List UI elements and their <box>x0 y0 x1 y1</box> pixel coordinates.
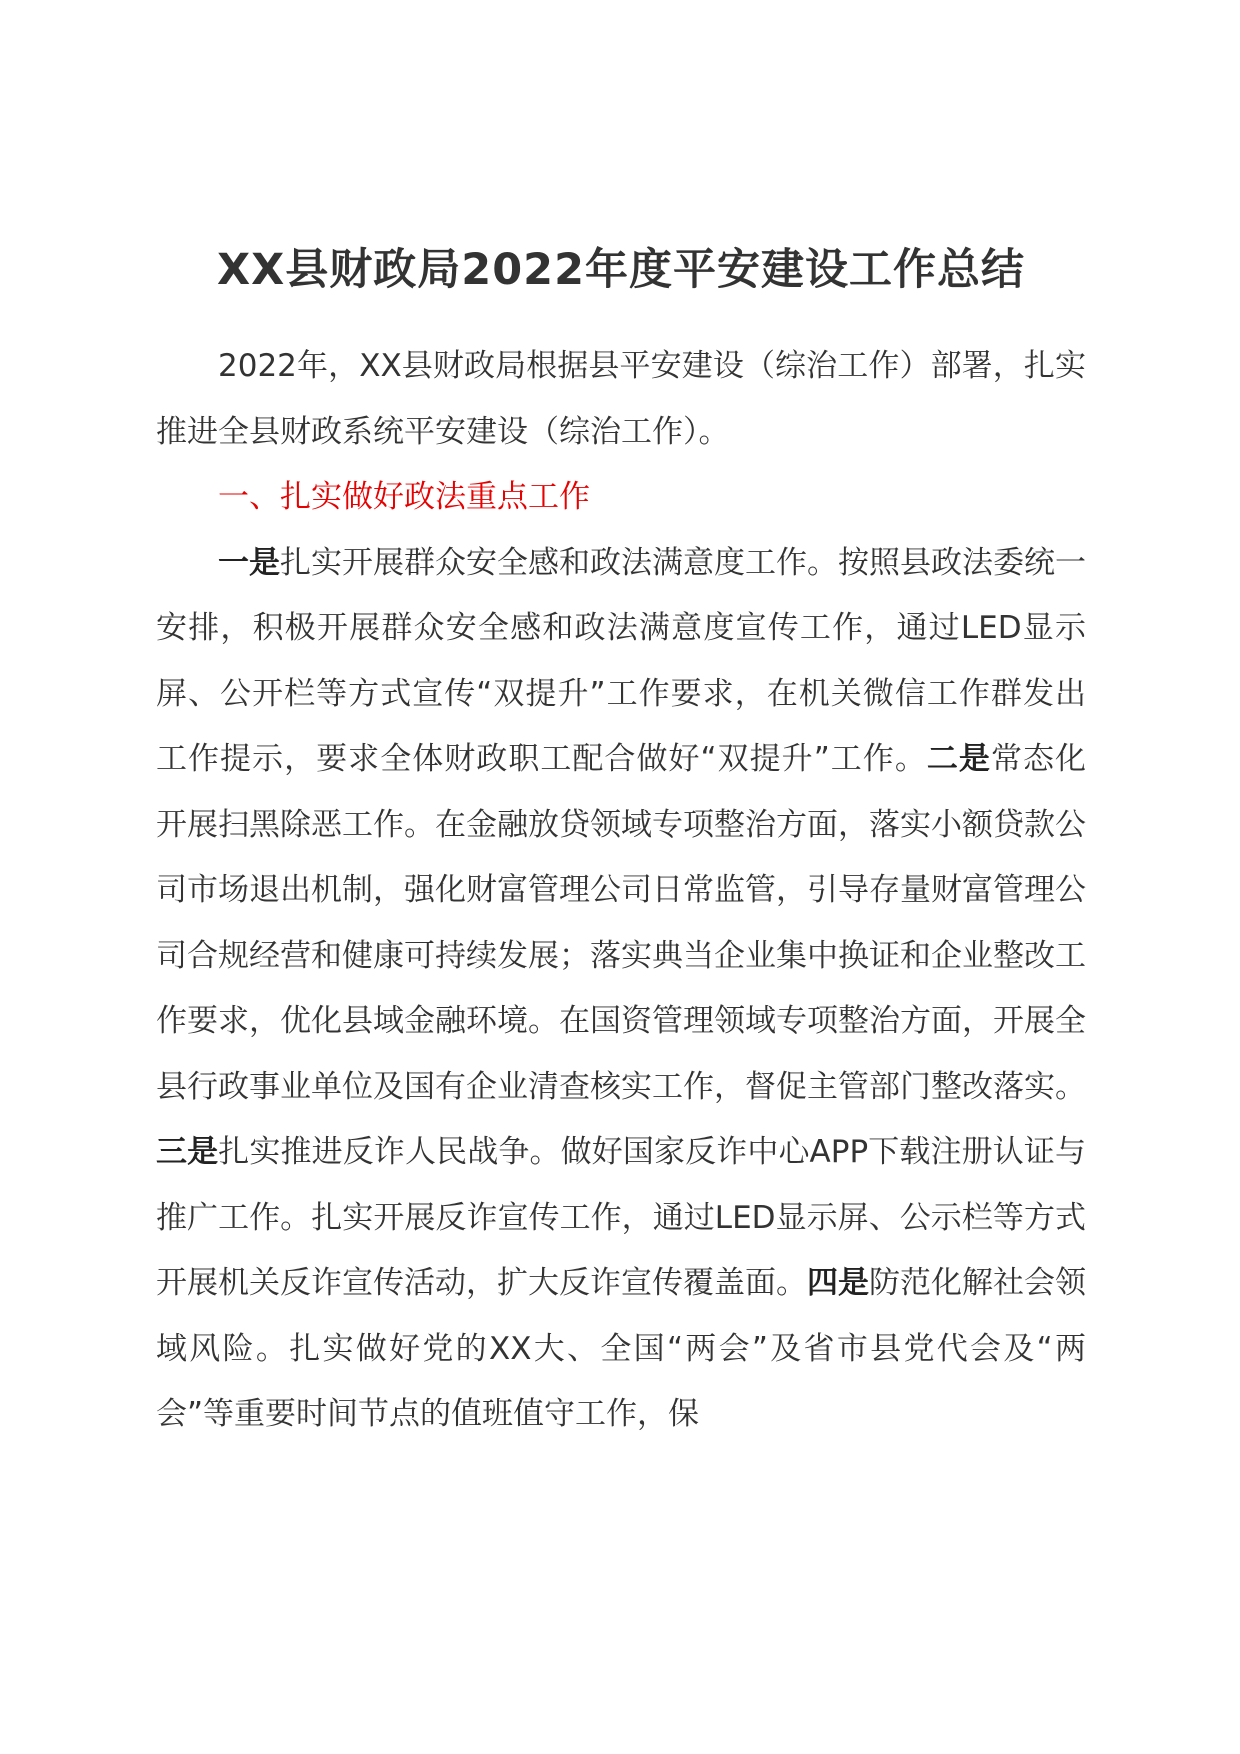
point-lead-2: 二是 <box>926 741 991 777</box>
point-text-1: 扎实开展群众安全感和政法满意度工作。按照县政法委统一安排，积极开展群众安全感和政法满意度宣传工作，通过LED显示屏、公开栏等方式宣传“双提升”工作要求，在机关微信工作群发出工作提示，要求全体财政职工配合做好“双提升”工作。 <box>156 544 1086 777</box>
body-paragraph <box>156 531 1086 1448</box>
point-lead-4: 四是 <box>807 1265 869 1301</box>
point-text-2: 常态化开展扫黑除恶工作。在金融放贷领域专项整治方面，落实小额贷款公司市场退出机制，强化财富管理公司日常监管，引导存量财富管理公司合规经营和健康可持续发展；落实典当企业集中换证和企业整改工作要求，优化县域金融环境。在国资管理领域专项整治方面，开展全县行政事业单位及国有企业清查核实工作，督促主管部门整改落实。 <box>156 741 1086 1105</box>
document-title: XX县财政局2022年度平安建设工作总结 <box>217 245 1025 295</box>
point-lead-1: 一是 <box>218 544 280 581</box>
document-page <box>156 240 1086 1448</box>
point-text-3: 扎实推进反诈人民战争。做好国家反诈中心APP下载注册认证与推广工作。扎实开展反诈宣传工作，通过LED显示屏、公示栏等方式开展机关反诈宣传活动，扩大反诈宣传覆盖面。 <box>156 1134 1087 1301</box>
section-heading: 一、扎实做好政法重点工作 <box>218 479 590 515</box>
intro-paragraph: 2022年，XX县财政局根据县平安建设（综治工作）部署，扎实推进全县财政系统平安建设（综治工作）。 <box>156 348 1086 450</box>
point-lead-3: 三是 <box>156 1134 219 1170</box>
point-text-4: 防范化解社会领域风险。扎实做好党的XX大、全国“两会”及省市县党代会及“两会”等重要时间节点的值班值守工作，保 <box>156 1265 1086 1432</box>
